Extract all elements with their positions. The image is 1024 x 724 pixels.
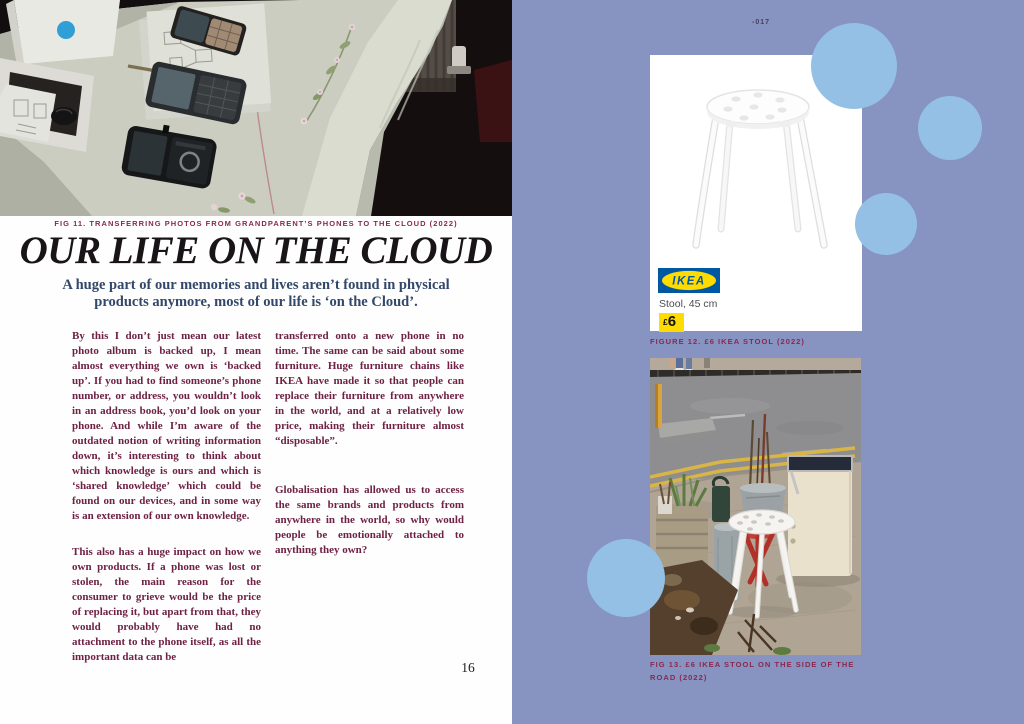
page-subtitle xyxy=(0,277,512,311)
body-paragraph-4: Globalisation has allowed us to access the same brands and products from anywhere in the world, so why would people be emotionally attached to anything they own? xyxy=(275,484,464,556)
folio-right: -017 xyxy=(752,19,771,26)
photo-grandparents-phones xyxy=(0,0,512,216)
photo-stool-roadside-art xyxy=(650,358,861,655)
photo-grandparents-phones-art xyxy=(0,0,512,216)
decor-circle-large xyxy=(811,23,897,109)
page-number-left: 16 xyxy=(461,660,475,675)
price-value: 6 xyxy=(667,313,677,330)
ikea-logo-text: IKEA xyxy=(672,275,706,288)
page-right xyxy=(512,0,1024,724)
ikea-logo xyxy=(658,268,720,293)
body-column-2 xyxy=(275,329,464,558)
page-title: OUR LIFE ON THE CLOUD xyxy=(19,229,493,272)
fig12-caption: FIGURE 12. £6 IKEA STOOL (2022) xyxy=(650,337,805,346)
body-paragraph-1: By this I don’t just mean our latest photo album is backed up, I mean almost everything we own is ‘backed up’. If you had to find someone’s phone number, or address, you wouldn’t look in an address book, you’d look on your phone. And while I’m aware of the outdated notion of writing information down, it’s interesting to think about which knowledge is ours and which is ‘shared knowledge’ which could be found on our devices, and in some way is an extension of our own knowledge. xyxy=(72,330,261,522)
price-tag xyxy=(659,313,684,332)
fig13-caption-line-1: FIG 13. £6 IKEA STOOL ON THE SIDE OF THE xyxy=(650,660,855,669)
product-name: Stool, 45 cm xyxy=(659,298,718,310)
body-paragraph-3: transferred onto a new phone in no time. The same can be said about some furniture. Huge furniture chains like IKEA have made it so that people can replace their furniture from anywhere in the world, and at a relatively low price, making their furniture almost “disposable”. xyxy=(275,330,464,447)
decor-circle-bottom-left xyxy=(587,539,665,617)
photo-stool-roadside xyxy=(650,358,861,655)
dark-red-chair xyxy=(474,60,512,142)
fig11-caption: FIG 11. TRANSFERRING PHOTOS FROM GRANDPARENT’S PHONES TO THE CLOUD (2022) xyxy=(54,219,458,228)
fig13-caption xyxy=(650,658,854,684)
box-lid xyxy=(6,0,120,66)
stool-seat xyxy=(707,90,809,129)
body-column-1 xyxy=(72,329,261,665)
decor-circle-mid xyxy=(855,193,917,255)
body-paragraph-2: This also has a huge impact on how we own products. If a phone was lost or stolen, the main reason for the consumer to grieve would be the price of replacing it, but apart from that, they would probably have had no attachment to the phone itself, as all the important data can be xyxy=(72,546,261,663)
price-currency: £ xyxy=(663,317,668,327)
decor-circle-top-right xyxy=(918,96,982,160)
subtitle-line-2: products anymore, most of our life is ‘on the Cloud’. xyxy=(94,294,418,310)
fig13-caption-line-2: ROAD (2022) xyxy=(650,673,708,682)
subtitle-line-1: A huge part of our memories and lives aren’t found in physical xyxy=(62,277,450,293)
